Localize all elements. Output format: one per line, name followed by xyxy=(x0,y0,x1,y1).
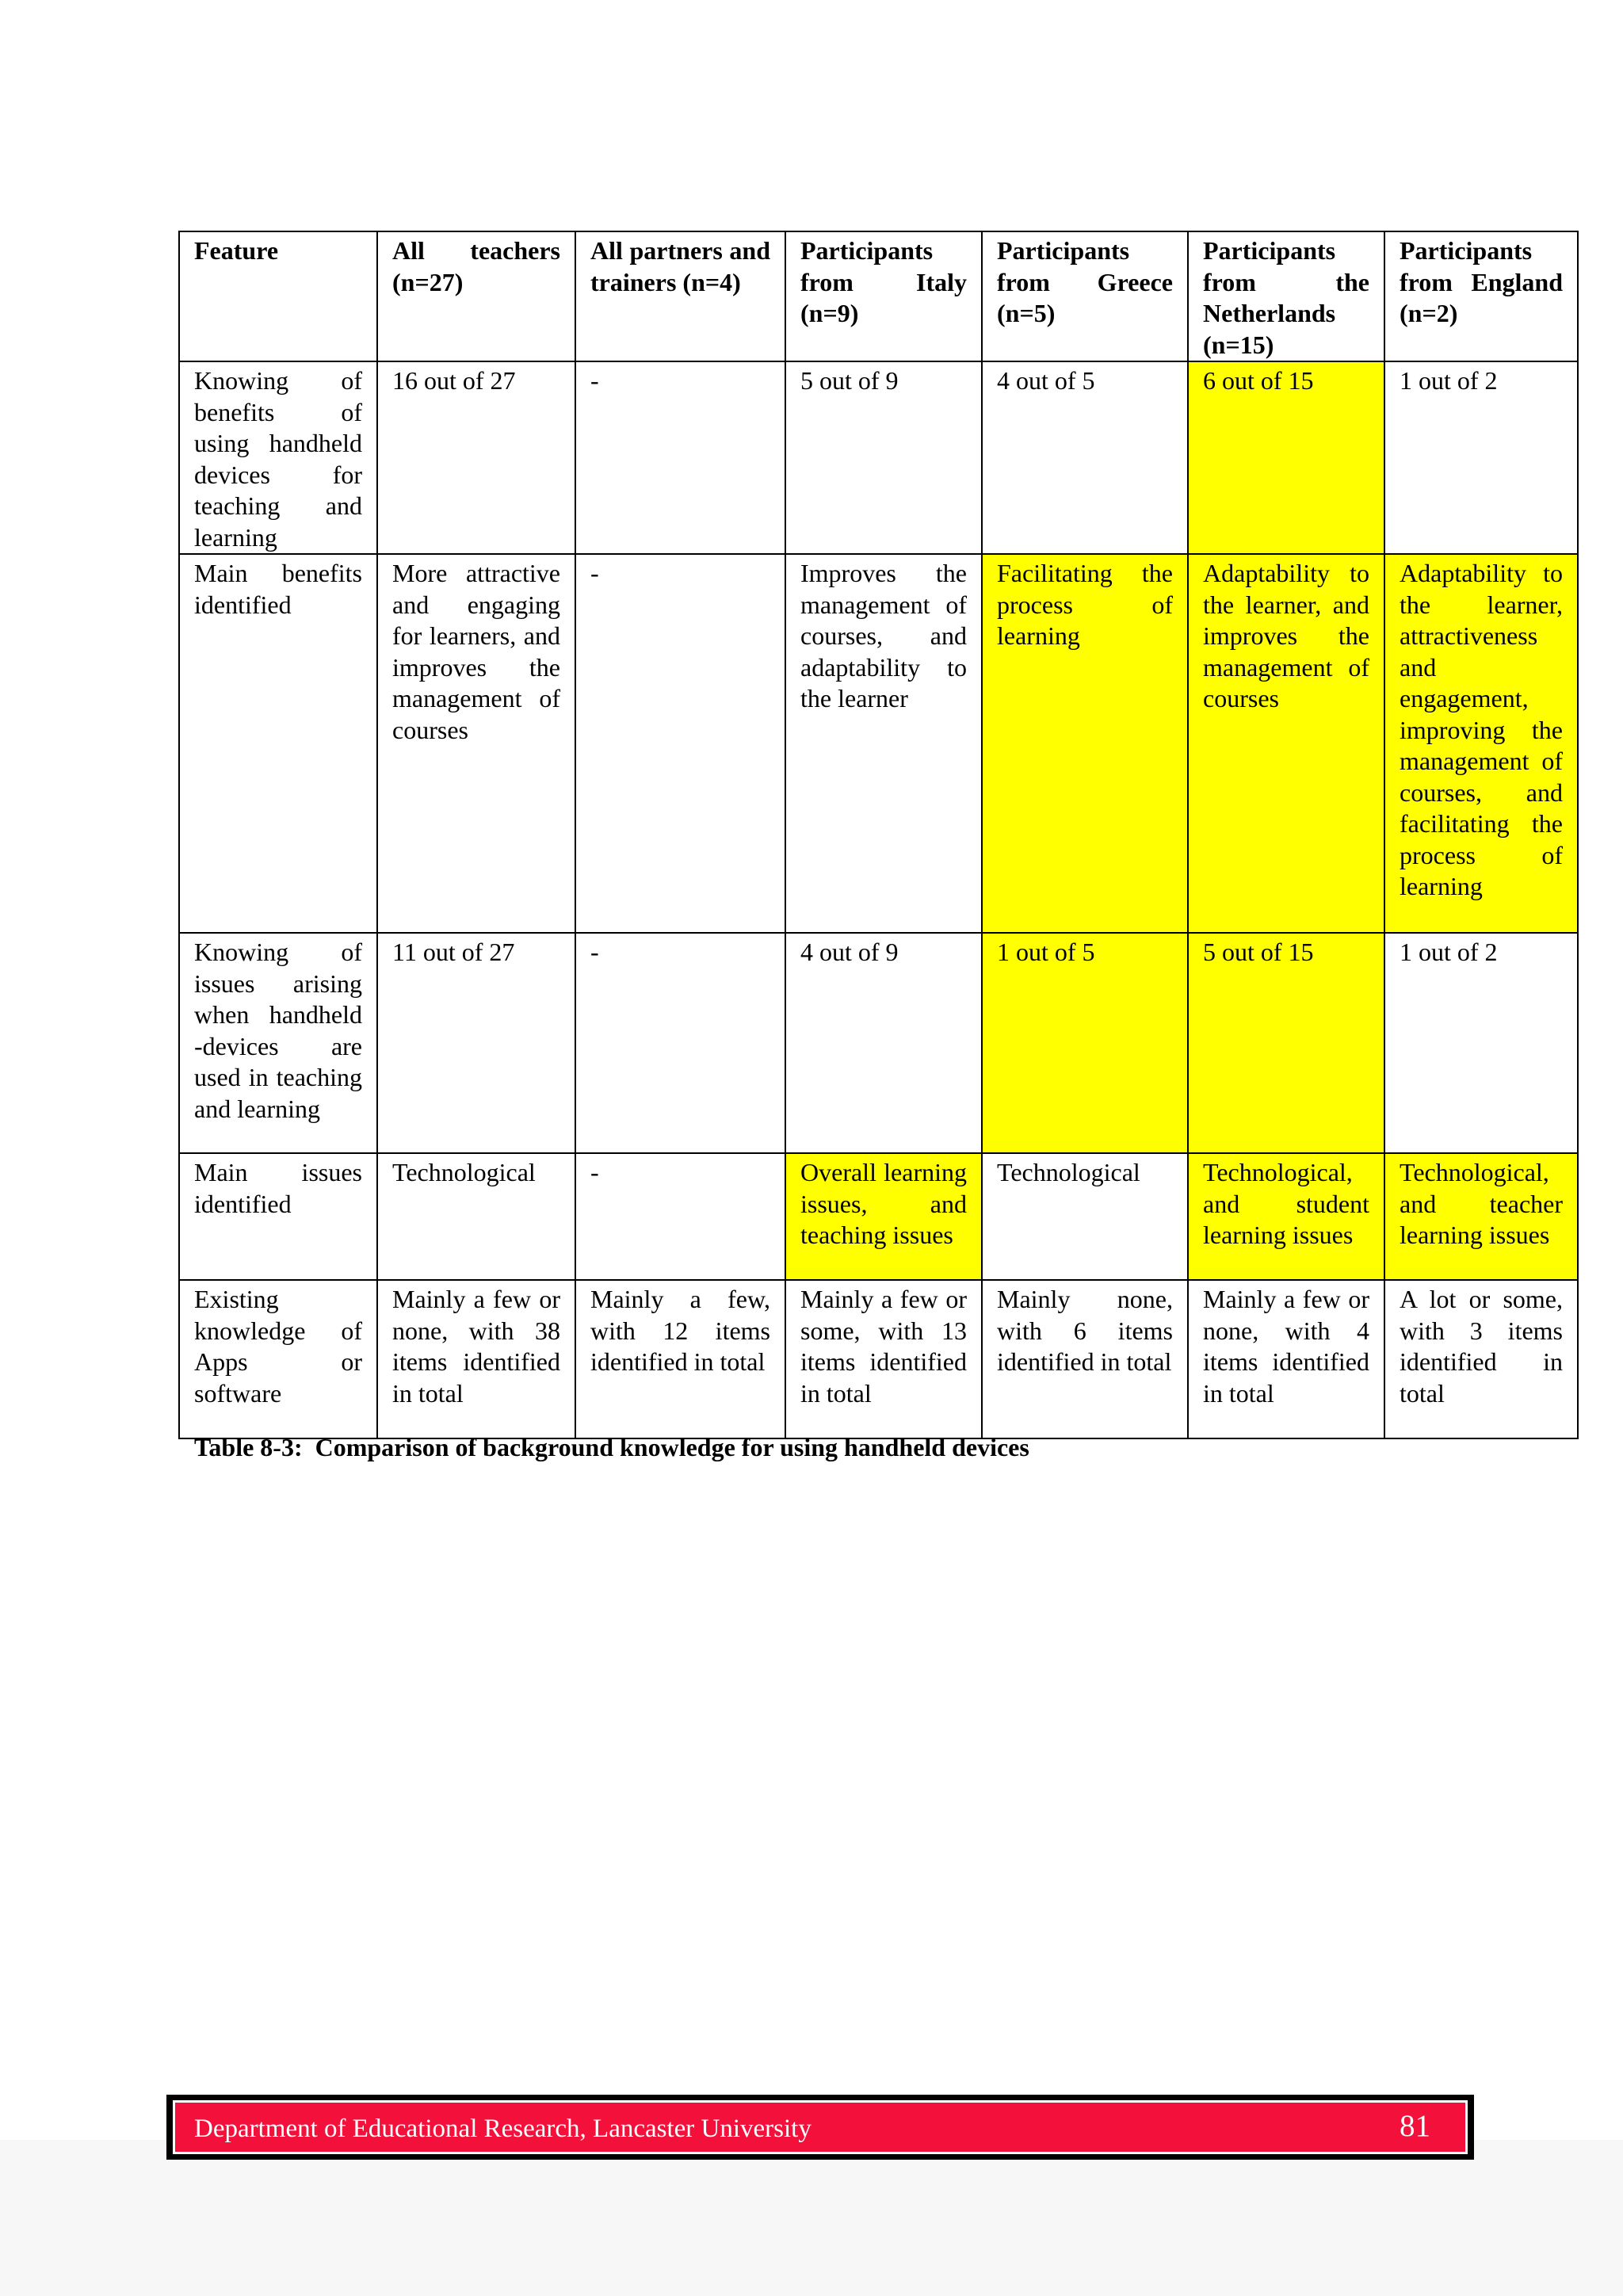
header-partners-trainers: All partners and trainers (n=4) xyxy=(575,231,785,361)
table-caption: Table 8-3: Comparison of background knowledge for using handheld devices xyxy=(194,1433,1029,1461)
highlighted-cell: Adaptability to the learner, attractiveness and engagement, improving the management of courses, and facilitating the process of learning xyxy=(1384,554,1578,933)
table-cell: Improves the management of courses, and adaptability to the learner xyxy=(785,554,982,933)
highlighted-cell: Technological, and student learning issues xyxy=(1188,1153,1384,1280)
highlighted-cell: Overall learning issues, and teaching issues xyxy=(785,1153,982,1280)
table-cell: Knowing of issues arising when handheld -devices are used in teaching and learning xyxy=(179,933,377,1153)
table-cell: More attractive and engaging for learners, and improves the management of courses xyxy=(377,554,575,933)
comparison-table xyxy=(178,231,1579,1439)
highlighted-cell: Facilitating the process of learning xyxy=(982,554,1188,933)
table-cell: Main benefits identified xyxy=(179,554,377,933)
highlighted-cell: 5 out of 15 xyxy=(1188,933,1384,1153)
table-cell: - xyxy=(575,1153,785,1280)
page-number: 81 xyxy=(1400,2109,1430,2143)
table-cell: - xyxy=(575,361,785,554)
table-row xyxy=(179,361,1578,554)
table-cell: - xyxy=(575,933,785,1153)
table-cell: 16 out of 27 xyxy=(377,361,575,554)
table-cell: Mainly a few, with 12 items identified in total xyxy=(575,1280,785,1438)
header-england: Participants from England (n=2) xyxy=(1384,231,1578,361)
table-cell: 4 out of 5 xyxy=(982,361,1188,554)
table-cell: - xyxy=(575,554,785,933)
page-shadow xyxy=(0,2140,1623,2296)
table-cell: Technological xyxy=(982,1153,1188,1280)
footer-department: Department of Educational Research, Lancaster University xyxy=(194,2115,812,2143)
table-cell: Mainly a few or none, with 4 items identified in total xyxy=(1188,1280,1384,1438)
table-header-row xyxy=(179,231,1578,361)
footer-band xyxy=(173,2100,1468,2154)
table-cell: Existing knowledge of Apps or software xyxy=(179,1280,377,1438)
table-cell: Main issues identified xyxy=(179,1153,377,1280)
table-cell: 1 out of 2 xyxy=(1384,361,1578,554)
highlighted-cell: 6 out of 15 xyxy=(1188,361,1384,554)
header-all-teachers: All teachers (n=27) xyxy=(377,231,575,361)
table-row xyxy=(179,933,1578,1153)
highlighted-cell: Adaptability to the learner, and improves the management of courses xyxy=(1188,554,1384,933)
table-cell: 4 out of 9 xyxy=(785,933,982,1153)
header-greece: Participants from Greece (n=5) xyxy=(982,231,1188,361)
table-cell: Mainly a few or none, with 38 items identified in total xyxy=(377,1280,575,1438)
table-cell: 11 out of 27 xyxy=(377,933,575,1153)
highlighted-cell: Technological, and teacher learning issues xyxy=(1384,1153,1578,1280)
table-cell: Knowing of benefits of using handheld devices for teaching and learning xyxy=(179,361,377,554)
table-cell: 5 out of 9 xyxy=(785,361,982,554)
table-row xyxy=(179,554,1578,933)
table-cell: A lot or some, with 3 items identified in total xyxy=(1384,1280,1578,1438)
table-cell: Mainly a few or some, with 13 items identified in total xyxy=(785,1280,982,1438)
table-row xyxy=(179,1280,1578,1438)
page-footer xyxy=(166,2095,1474,2160)
table-row xyxy=(179,1153,1578,1280)
header-italy: Participants from Italy (n=9) xyxy=(785,231,982,361)
table-cell: Mainly none, with 6 items identified in total xyxy=(982,1280,1188,1438)
highlighted-cell: 1 out of 5 xyxy=(982,933,1188,1153)
header-feature: Feature xyxy=(179,231,377,361)
table-cell: 1 out of 2 xyxy=(1384,933,1578,1153)
header-netherlands: Participants from the Netherlands (n=15) xyxy=(1188,231,1384,361)
table-cell: Technological xyxy=(377,1153,575,1280)
